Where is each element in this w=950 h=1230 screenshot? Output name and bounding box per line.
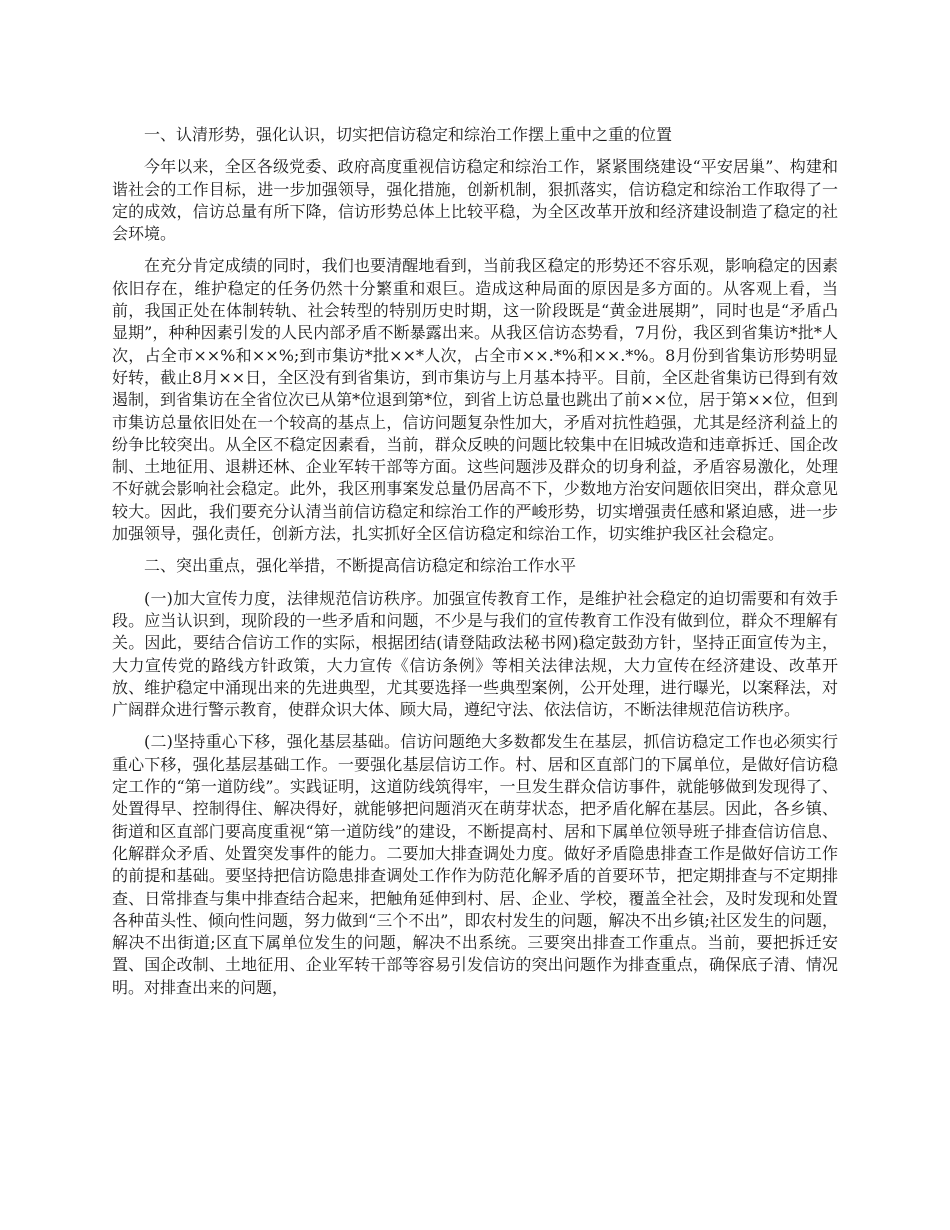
section-heading-2: 二、突出重点，强化举措，不断提高信访稳定和综治工作水平: [144, 556, 577, 576]
section-heading-1: 一、认清形势，强化认识，切实把信访稳定和综治工作摆上重中之重的位置: [144, 125, 673, 144]
paragraph-3: (一)加大宣传力度，法律规范信访秩序。加强宣传教育工作，是维护社会稳定的迫切需要和有效手段。应当认识到，现阶段的一些矛盾和问题，不少是与我们的宣传教育工作没有做到位，群众不理解有关。因此，要结合信访工作的实际，根据团结(请登陆政法秘书网)稳定鼓劲方针，坚持正面宣传为主，大力宣传党的路线方针政策，大力宣传《信访条例》等相关法律法规，大力宣传在经济建设、改革开放、维护稳定中涌现出来的先进典型，尤其要选择一些典型案例，公开处理，进行曝光，以案释法，对广阔群众进行警示教育，使群众识大体、顾大局，遵纪守法、依法信访，不断法律规范信访秩序。: [112, 588, 838, 720]
paragraph-2: 在充分肯定成绩的同时，我们也要清醒地看到，当前我区稳定的形势还不容乐观，影响稳定的因素依旧存在，维护稳定的任务仍然十分繁重和艰巨。造成这种局面的原因是多方面的。从客观上看，当前，我国正处在体制转轨、社会转型的特别历史时期，这一阶段既是“黄金进展期”，同时也是“矛盾凸显期”，种种因素引发的人民内部矛盾不断暴露出来。从我区信访态势看，7月份，我区到省集访*批*人次，占全市××%和××%;到市集访*批××*人次，占全市××.*%和××.*%。8月份到省集访形势明显好转，截止8月××日，全区没有到省集访，到市集访与上月基本持平。目前，全区赴省集访已得到有效遏制，到省集访在全省位次已从第*位退到第*位，到省上访总量也跳出了前××位，居于第××位，但到市集访总量依旧处在一个较高的基点上，信访问题复杂性加大，矛盾对抗性趋强，尤其是经济利益上的纷争比较突出。从全区不稳定因素看，当前，群众反映的问题比较集中在旧城改造和违章拆迁、国企改制、土地征用、退耕还林、企业军转干部等方面。这些问题涉及群众的切身利益，矛盾容易激化，处理不好就会影响社会稳定。此外，我区刑事案发总量仍居高不下，少数地方治安问题依旧突出，群众意见较大。因此，我们要充分认清当前信访稳定和综治工作的严峻形势，切实增强责任感和紧迫感，进一步加强领导，强化责任，创新方法，扎实抓好全区信访稳定和综治工作，切实维护我区社会稳定。: [112, 256, 838, 544]
paragraph-1: 今年以来，全区各级党委、政府高度重视信访稳定和综治工作，紧紧围绕建设“平安居巢”、构建和谐社会的工作目标，进一步加强领导，强化措施，创新机制，狠抓落实，信访稳定和综治工作取得了一定的成效，信访总量有所下降，信访形势总体上比较平稳，为全区改革开放和经济建设制造了稳定的社会环境。: [112, 157, 838, 244]
paragraph-4: (二)坚持重心下移，强化基层基础。信访问题绝大多数都发生在基层，抓信访稳定工作也必须实行重心下移，强化基层基础工作。一要强化基层信访工作。村、居和区直部门的下属单位，是做好信访稳定工作的“第一道防线”。实践证明，这道防线筑得牢，一旦发生群众信访事件，就能够做到发现得了、处置得早、控制得住、解决得好，就能够把问题消灭在萌芽状态，把矛盾化解在基层。因此，各乡镇、街道和区直部门要高度重视“第一道防线”的建设，不断提高村、居和下属单位领导班子排查信访信息、化解群众矛盾、处置突发事件的能力。二要加大排查调处力度。做好矛盾隐患排查工作是做好信访工作的前提和基础。要坚持把信访隐患排查调处工作作为防范化解矛盾的首要环节，把定期排查与不定期排查、日常排查与集中排查结合起来，把触角延伸到村、居、企业、学校，覆盖全社会，及时发现和处置各种苗头性、倾向性问题，努力做到“三个不出”，即农村发生的问题，解决不出乡镇;社区发生的问题，解决不出街道;区直下属单位发生的问题，解决不出系统。三要突出排查工作重点。当前，要把拆迁安置、国企改制、土地征用、企业军转干部等容易引发信访的突出问题作为排查重点，确保底子清、情况明。对排查出来的问题，: [112, 732, 838, 997]
